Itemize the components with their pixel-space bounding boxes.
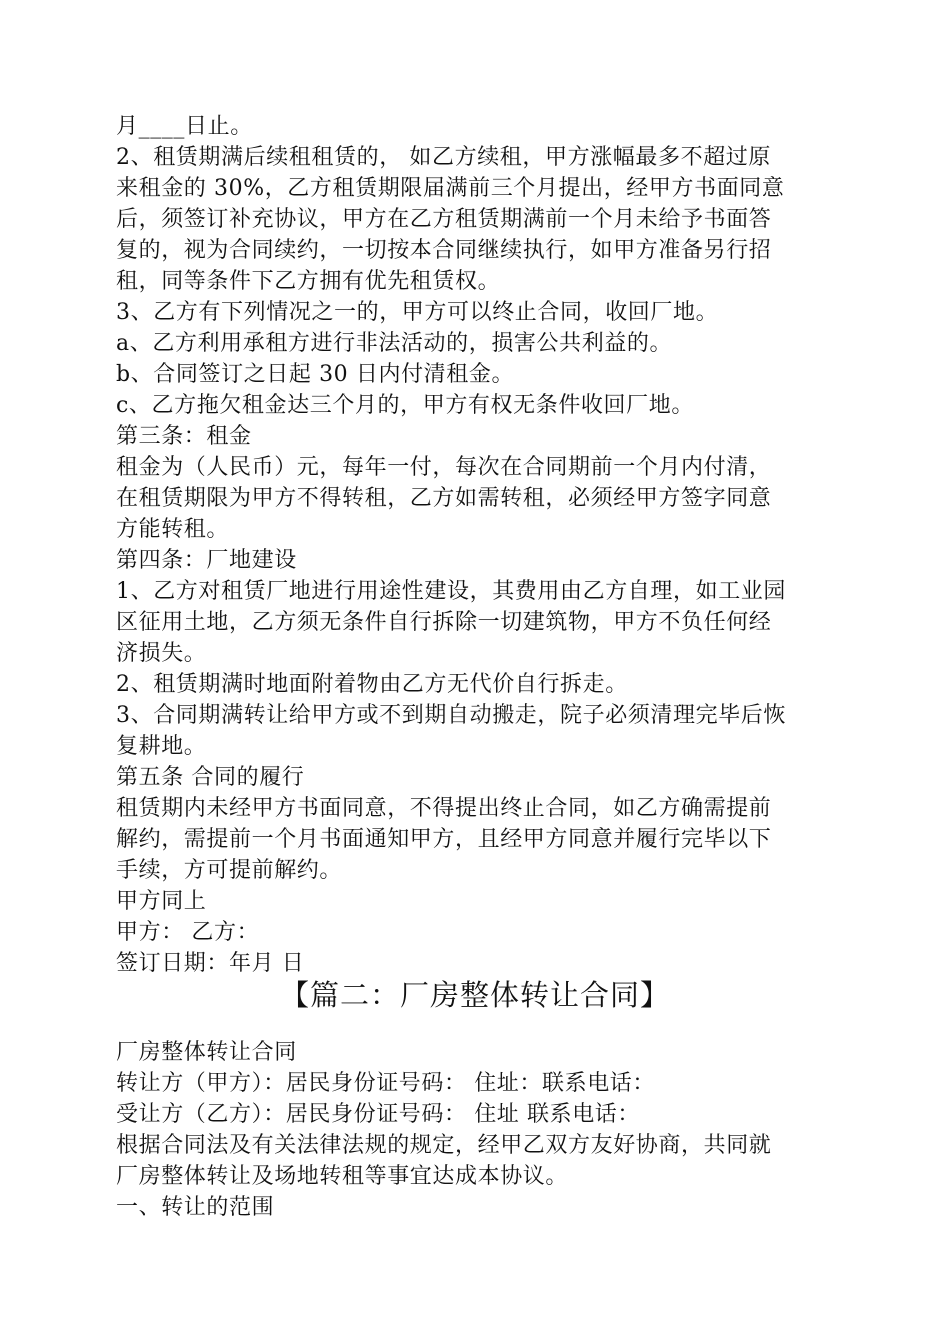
text-line: 转让方（甲方）：居民身份证号码： 住址：联系电话： [116, 1071, 655, 1096]
text-line: 方能转租。 [116, 517, 230, 542]
section-heading: 第三条：租金 [116, 424, 252, 449]
text-line: 后，须签订补充协议，甲方在乙方租赁期满前一个月未给予书面答 [116, 207, 772, 232]
signature-date-line: 签订日期：年月 日 [116, 951, 305, 976]
text-line: 2、租赁期满后续租租赁的， 如乙方续租，甲方涨幅最多不超过原 [116, 145, 771, 170]
section-heading: 一、转让的范围 [116, 1195, 275, 1220]
text-line: 济损失。 [116, 641, 207, 666]
text-line: 区征用土地，乙方须无条件自行拆除一切建筑物，甲方不负任何经 [116, 610, 772, 635]
section-heading: 第五条 合同的履行 [116, 765, 305, 790]
text-line: 1、乙方对租赁厂地进行用途性建设，其费用由乙方自理，如工业园 [116, 579, 786, 604]
text-line: 2、租赁期满时地面附着物由乙方无代价自行拆走。 [116, 672, 628, 697]
text-line: 复耕地。 [116, 734, 207, 759]
text-line: 来租金的 30%，乙方租赁期限届满前三个月提出，经甲方书面同意 [116, 176, 785, 201]
text-line: 租，同等条件下乙方拥有优先租赁权。 [116, 269, 501, 294]
text-line: b、合同签订之日起 30 日内付清租金。 [116, 362, 515, 387]
text-line: c、乙方拖欠租金达三个月的，甲方有权无条件收回厂地。 [116, 393, 694, 418]
text-line: 租赁期内未经甲方书面同意，不得提出终止合同，如乙方确需提前 [116, 796, 772, 821]
text-line: a、乙方利用承租方进行非法活动的，损害公共利益的。 [116, 331, 673, 356]
text-line: 厂房整体转让及场地转租等事宜达成本协议。 [116, 1164, 569, 1189]
text-line: 复的，视为合同续约，一切按本合同继续执行，如甲方准备另行招 [116, 238, 772, 263]
contract-title: 厂房整体转让合同 [116, 1040, 297, 1065]
text-line: 手续，方可提前解约。 [116, 858, 343, 883]
text-line: 根据合同法及有关法律法规的规定，经甲乙双方友好协商，共同就 [116, 1133, 772, 1158]
text-line: 解约，需提前一个月书面通知甲方，且经甲方同意并履行完毕以下 [116, 827, 772, 852]
text-line: 月____日止。 [116, 114, 253, 139]
text-line: 在租赁期限为甲方不得转租，乙方如需转租，必须经甲方签字同意 [116, 486, 772, 511]
text-line: 租金为（人民币）元，每年一付，每次在合同期前一个月内付清， [116, 455, 772, 480]
signature-line: 甲方： 乙方： [116, 920, 260, 945]
section-title: 【篇二：厂房整体转让合同】 [279, 978, 670, 1012]
section-heading: 第四条：厂地建设 [116, 548, 297, 573]
text-line: 受让方（乙方）：居民身份证号码： 住址 联系电话： [116, 1102, 640, 1127]
text-line: 3、乙方有下列情况之一的，甲方可以终止合同，收回厂地。 [116, 300, 719, 325]
text-line: 3、合同期满转让给甲方或不到期自动搬走，院子必须清理完毕后恢 [116, 703, 786, 728]
text-line: 甲方同上 [116, 889, 207, 914]
